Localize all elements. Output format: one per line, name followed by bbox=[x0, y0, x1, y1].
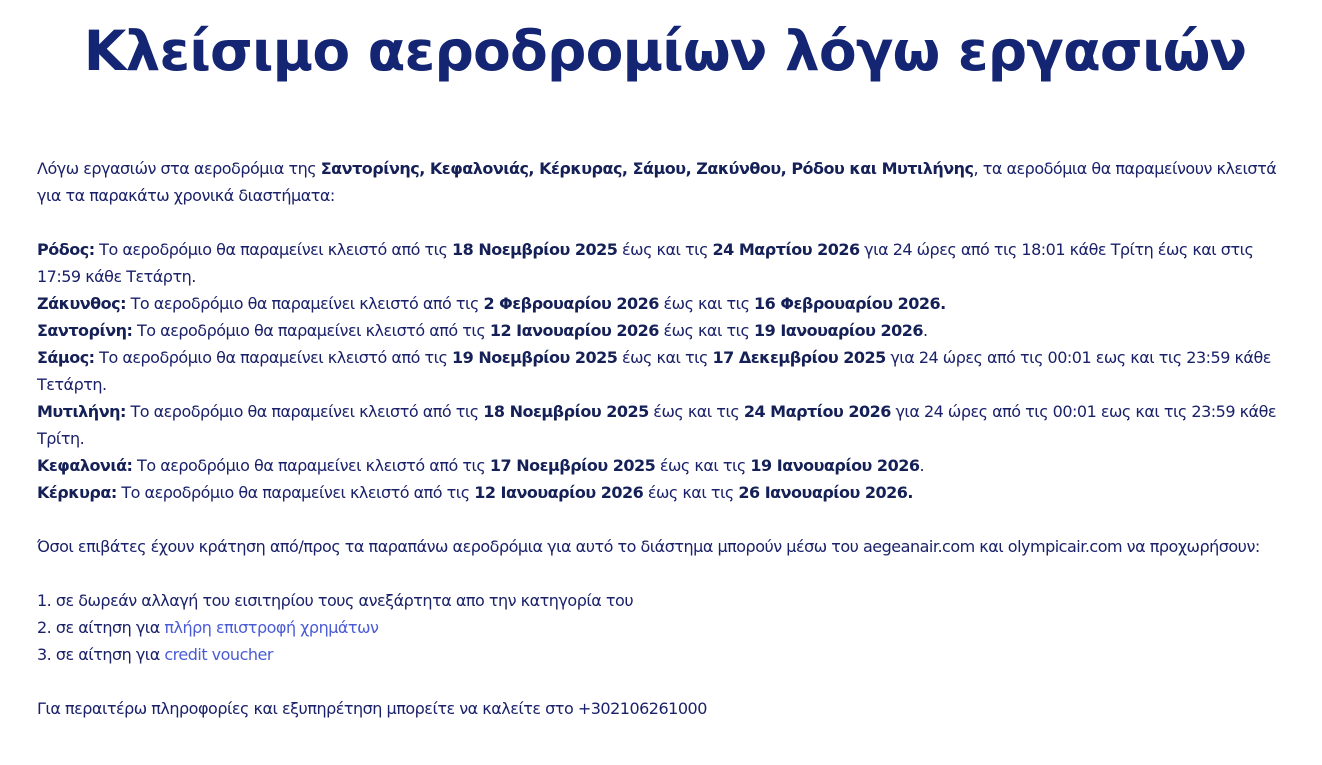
closure-from-date: 12 Ιανουαρίου 2026 bbox=[489, 321, 659, 340]
option-full-refund bbox=[37, 614, 1285, 641]
closure-zakynthos bbox=[37, 290, 1285, 317]
closure-mid: έως και τις bbox=[617, 240, 713, 259]
closure-to-date: 19 Ιανουαρίου 2026 bbox=[753, 321, 924, 340]
credit-voucher-link[interactable]: credit voucher bbox=[164, 645, 273, 664]
closure-to-date: 17 Δεκεμβρίου 2025 bbox=[712, 348, 886, 367]
closure-from-date: 18 Νοεμβρίου 2025 bbox=[483, 402, 649, 421]
closure-airport-name: Ρόδος: bbox=[37, 240, 95, 259]
passengers-paragraph: Όσοι επιβάτες έχουν κράτηση από/προς τα παραπάνω αεροδρόμια για αυτό το διάστημα μπορούν μέσω του aegeanair.com και olympicair.com να προχωρήσουν: bbox=[37, 537, 1260, 556]
closure-pre: Το αεροδρόμιο θα παραμείνει κλειστό από τις bbox=[132, 456, 490, 475]
option-free-change bbox=[37, 587, 1285, 614]
closure-corfu bbox=[37, 479, 1285, 506]
intro-paragraph bbox=[37, 155, 1285, 209]
closure-post: . bbox=[919, 456, 925, 475]
closure-from-date: 17 Νοεμβρίου 2025 bbox=[489, 456, 656, 475]
spacer bbox=[37, 209, 1285, 236]
closure-pre: Το αεροδρόμιο θα παραμείνει κλειστό από τις bbox=[125, 402, 484, 421]
closure-from-date: 18 Νοεμβρίου 2025 bbox=[452, 240, 618, 259]
closure-airport-name: Σαντορίνη: bbox=[37, 321, 133, 340]
closure-to-date: 19 Ιανουαρίου 2026 bbox=[750, 456, 920, 475]
closure-mid: έως και τις bbox=[655, 456, 751, 475]
closure-mid: έως και τις bbox=[658, 294, 755, 313]
closure-airport-name: Σάμος: bbox=[37, 348, 95, 367]
closure-from-date: 12 Ιανουαρίου 2026 bbox=[474, 483, 644, 502]
closure-mid: έως και τις bbox=[643, 483, 739, 502]
closure-airport-name: Κεφαλονιά: bbox=[37, 456, 133, 475]
closure-mid: έως και τις bbox=[617, 348, 713, 367]
full-refund-link[interactable]: πλήρη επιστροφή χρημάτων bbox=[164, 618, 379, 637]
closure-post: για 24 ώρες από τις 18:01 κάθε Τρίτη έως και στις 17:59 κάθε Τετάρτη. bbox=[37, 240, 1254, 286]
closure-samos bbox=[37, 344, 1285, 398]
option-text: 1. σε δωρεάν αλλαγή του εισιτηρίου τους ανεξάρτητα απο την κατηγορία του bbox=[37, 591, 634, 610]
closure-post: . bbox=[923, 321, 928, 340]
closure-pre: Το αεροδρόμιο θα παραμείνει κλειστό από τις bbox=[126, 294, 484, 313]
closure-post: για 24 ώρες από τις 00:01 εως και τις 23:59 κάθε Τετάρτη. bbox=[37, 348, 1271, 394]
contact-paragraph: Για περαιτέρω πληροφορίες και εξυπηρέτηση μπορείτε να καλείτε στο +302106261000 bbox=[37, 699, 707, 718]
closure-airport-name: Μυτιλήνη: bbox=[37, 402, 126, 421]
option-text: 3. σε αίτηση για bbox=[37, 645, 165, 664]
closure-pre: Το αεροδρόμιο θα παραμείνει κλειστό από τις bbox=[94, 240, 452, 259]
closure-kefalonia bbox=[37, 452, 1285, 479]
closure-to-date: 26 Ιανουαρίου 2026. bbox=[738, 483, 913, 502]
closure-airport-name: Κέρκυρα: bbox=[37, 483, 117, 502]
intro-pre: Λόγω εργασιών στα αεροδρόμια της bbox=[37, 159, 321, 178]
spacer bbox=[37, 560, 1285, 587]
intro-airports: Σαντορίνης, Κεφαλονιάς, Κέρκυρας, Σάμου, Ζακύνθου, Ρόδου και Μυτιλήνης bbox=[320, 159, 974, 178]
closure-from-date: 19 Νοεμβρίου 2025 bbox=[451, 348, 618, 367]
option-text: 2. σε αίτηση για bbox=[37, 618, 165, 637]
closure-airport-name: Ζάκυνθος: bbox=[37, 294, 127, 313]
closure-mid: έως και τις bbox=[658, 321, 754, 340]
spacer bbox=[37, 668, 1285, 695]
intro-post: , τα αεροδόμια θα παραμείνουν κλειστά για τα παρακάτω χρονικά διαστήματα: bbox=[37, 159, 1277, 205]
closure-from-date: 2 Φεβρουαρίου 2026 bbox=[483, 294, 659, 313]
closure-pre: Το αεροδρόμιο θα παραμείνει κλειστό από τις bbox=[116, 483, 475, 502]
spacer bbox=[37, 506, 1285, 533]
closure-post: για 24 ώρες από τις 00:01 εως και τις 23:59 κάθε Τρίτη. bbox=[37, 402, 1277, 448]
page-title: Κλείσιμο αεροδρομίων λόγω εργασιών bbox=[83, 19, 1247, 83]
option-credit-voucher bbox=[37, 641, 1285, 668]
closure-pre: Το αεροδρόμιο θα παραμείνει κλειστό από τις bbox=[132, 321, 490, 340]
closure-to-date: 16 Φεβρουαρίου 2026. bbox=[754, 294, 946, 313]
closure-santorini bbox=[37, 317, 1285, 344]
closure-mid: έως και τις bbox=[648, 402, 744, 421]
closure-pre: Το αεροδρόμιο θα παραμείνει κλειστό από τις bbox=[94, 348, 452, 367]
closure-mytilene bbox=[37, 398, 1285, 452]
closure-to-date: 24 Μαρτίου 2026 bbox=[712, 240, 860, 259]
closure-rhodes bbox=[37, 236, 1285, 290]
closure-to-date: 24 Μαρτίου 2026 bbox=[743, 402, 891, 421]
article-body bbox=[37, 155, 1285, 722]
